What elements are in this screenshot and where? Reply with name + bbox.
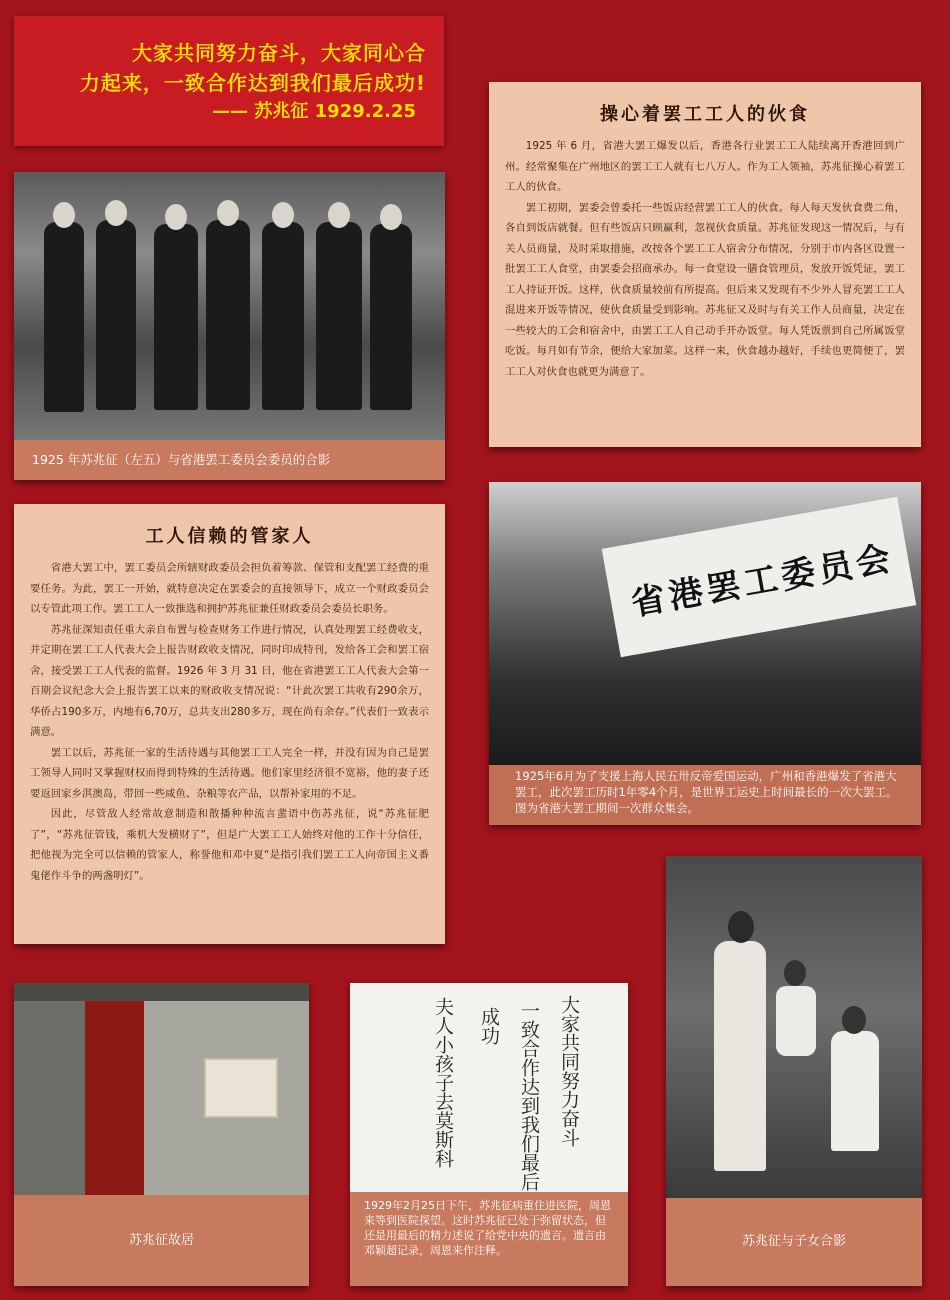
house-photo-image [14,983,309,1195]
handwriting-line: 一致合作达到我们最后 [518,1001,540,1191]
house-plaque [204,1058,278,1118]
panel-steward-paragraph: 苏兆征深知责任重大亲自布置与检查财务工作进行情况，认真处理罢工经费收支，并定期在罢工工人代表大会上报告财政收支情况，同时印成特刊，发给各工会和罢工宿舍，接受罢工工人代表的监督。1926 年 3 月 31 日，他在省港罢工工人代表大会第一百期会议纪念大会上报告罢工以来的财政收支情况说：“计此次罢工共收有290余万，华侨占190多万，内地有6,70万，总共支出280多万，现在尚有余存。”代表们一致表示满意。 [30,623,429,738]
testament-photo [350,983,628,1286]
committee-photo [14,172,445,480]
panel-food-paragraph: 罢工初期，罢委会曾委托一些饭店经营罢工工人的伙食。每人每天发伙食费二角，各自到饭店就餐。但有些饭店只顾赢利，忽视伙食质量。苏兆征发现这一情况后，与有关人员商量，及时采取措施，改按各个罢工工人宿舍分布情况，分别于市内各区设置一批罢工工人食堂，由罢委会招商承办。每一食堂设一膳食管理员，发放开饭凭证，罢工工人持证开饭。这样，伙食质量较前有所提高。但后来又发现有不少外人冒充罢工工人混进来开饭等情况，使伙食质量受到影响。苏兆征又及时与有关工作人员商量，决定在一些较大的工会和宿舍中，由罢工工人自己动手开办饭堂。每人凭饭票到自己所属饭堂吃饭。每月如有节余，便给大家加菜。这样一来，伙食越办越好，手续也更简便了，罢工工人对伙食也就更为满意了。 [505,201,905,378]
committee-photo-image [14,172,445,440]
panel-steward [14,504,445,944]
rally-photo-image [489,482,921,768]
panel-food-paragraph: 1925 年 6 月，省港大罢工爆发以后，香港各行业罢工工人陆续离开香港回到广州。经常聚集在广州地区的罢工工人就有七八万人。作为工人领袖，苏兆征操心着罢工工人的伙食。 [505,140,905,193]
house-photo-caption: 苏兆征故居 [14,1195,309,1286]
handwriting-line: 成功 [478,1007,500,1045]
rally-photo-caption: 1925年6月为了支援上海人民五卅反帝爱国运动，广州和香港爆发了省港大罢工，此次罢工历时1年零4个月，是世界工运史上时间最长的一次大罢工。图为省港大罢工期间一次群众集会。 [489,765,921,825]
family-photo-image [666,856,922,1198]
rally-banner-text: 省港罢工委员会 [628,538,898,624]
quote-line-1: 大家共同努力奋斗，大家同心合 [132,41,426,65]
house-photo [14,983,309,1286]
testament-photo-image [350,983,628,1195]
panel-steward-title: 工人信赖的管家人 [145,526,314,547]
rally-photo [489,482,921,825]
panel-steward-paragraph: 省港大罢工中，罢工委员会所辖财政委员会担负着筹款、保管和支配罢工经费的重要任务。为此，罢工一开始，就特意决定在罢委会的直接领导下，成立一个财政委员会以专管此项工作。罢工工人一致推选和拥护苏兆征兼任财政委员会委员长职务。 [30,562,429,615]
family-photo [666,856,922,1286]
quote-banner [14,16,444,146]
handwriting-line: 夫人小孩子去莫斯科 [432,997,454,1168]
panel-steward-paragraph: 罢工以后，苏兆征一家的生活待遇与其他罢工工人完全一样，并没有因为自己是罢工领导人同时又掌握财权而得到特殊的生活待遇。他们家里经济很不宽裕，他的妻子还要返回家乡淇澳岛，带回一些咸鱼、杂粮等农产品，以帮补家用的不足。 [30,746,429,800]
quote-signature: —— 苏兆征 1929.2.25 [212,101,416,122]
testament-photo-caption: 1929年2月25日下午，苏兆征病重住进医院，周恩来等到医院探望。这时苏兆征已处于弥留状态，但还是用最后的精力述说了给党中央的遗言。遗言由邓颖超记录，周恩来作注释。 [350,1192,628,1286]
handwriting-line: 大家共同努力奋斗 [558,995,580,1147]
panel-food-title: 操心着罢工工人的伙食 [600,104,810,125]
quote-line-2: 力起来，一致合作达到我们最后成功! [79,71,426,95]
panel-steward-paragraph: 因此，尽管敌人经常故意制造和散播种种流言蜚语中伤苏兆征，说“苏兆征肥了”，“苏兆征管钱，乘机大发横财了”，但是广大罢工工人始终对他的工作十分信任，把他视为完全可以信赖的管家人，称誉他和邓中夏“是指引我们罢工工人向帝国主义番鬼佬作斗争的两盏明灯”。 [30,808,429,882]
family-photo-caption: 苏兆征与子女合影 [666,1198,922,1286]
panel-food [489,82,921,447]
committee-photo-caption: 1925 年苏兆征（左五）与省港罢工委员会委员的合影 [14,440,445,480]
